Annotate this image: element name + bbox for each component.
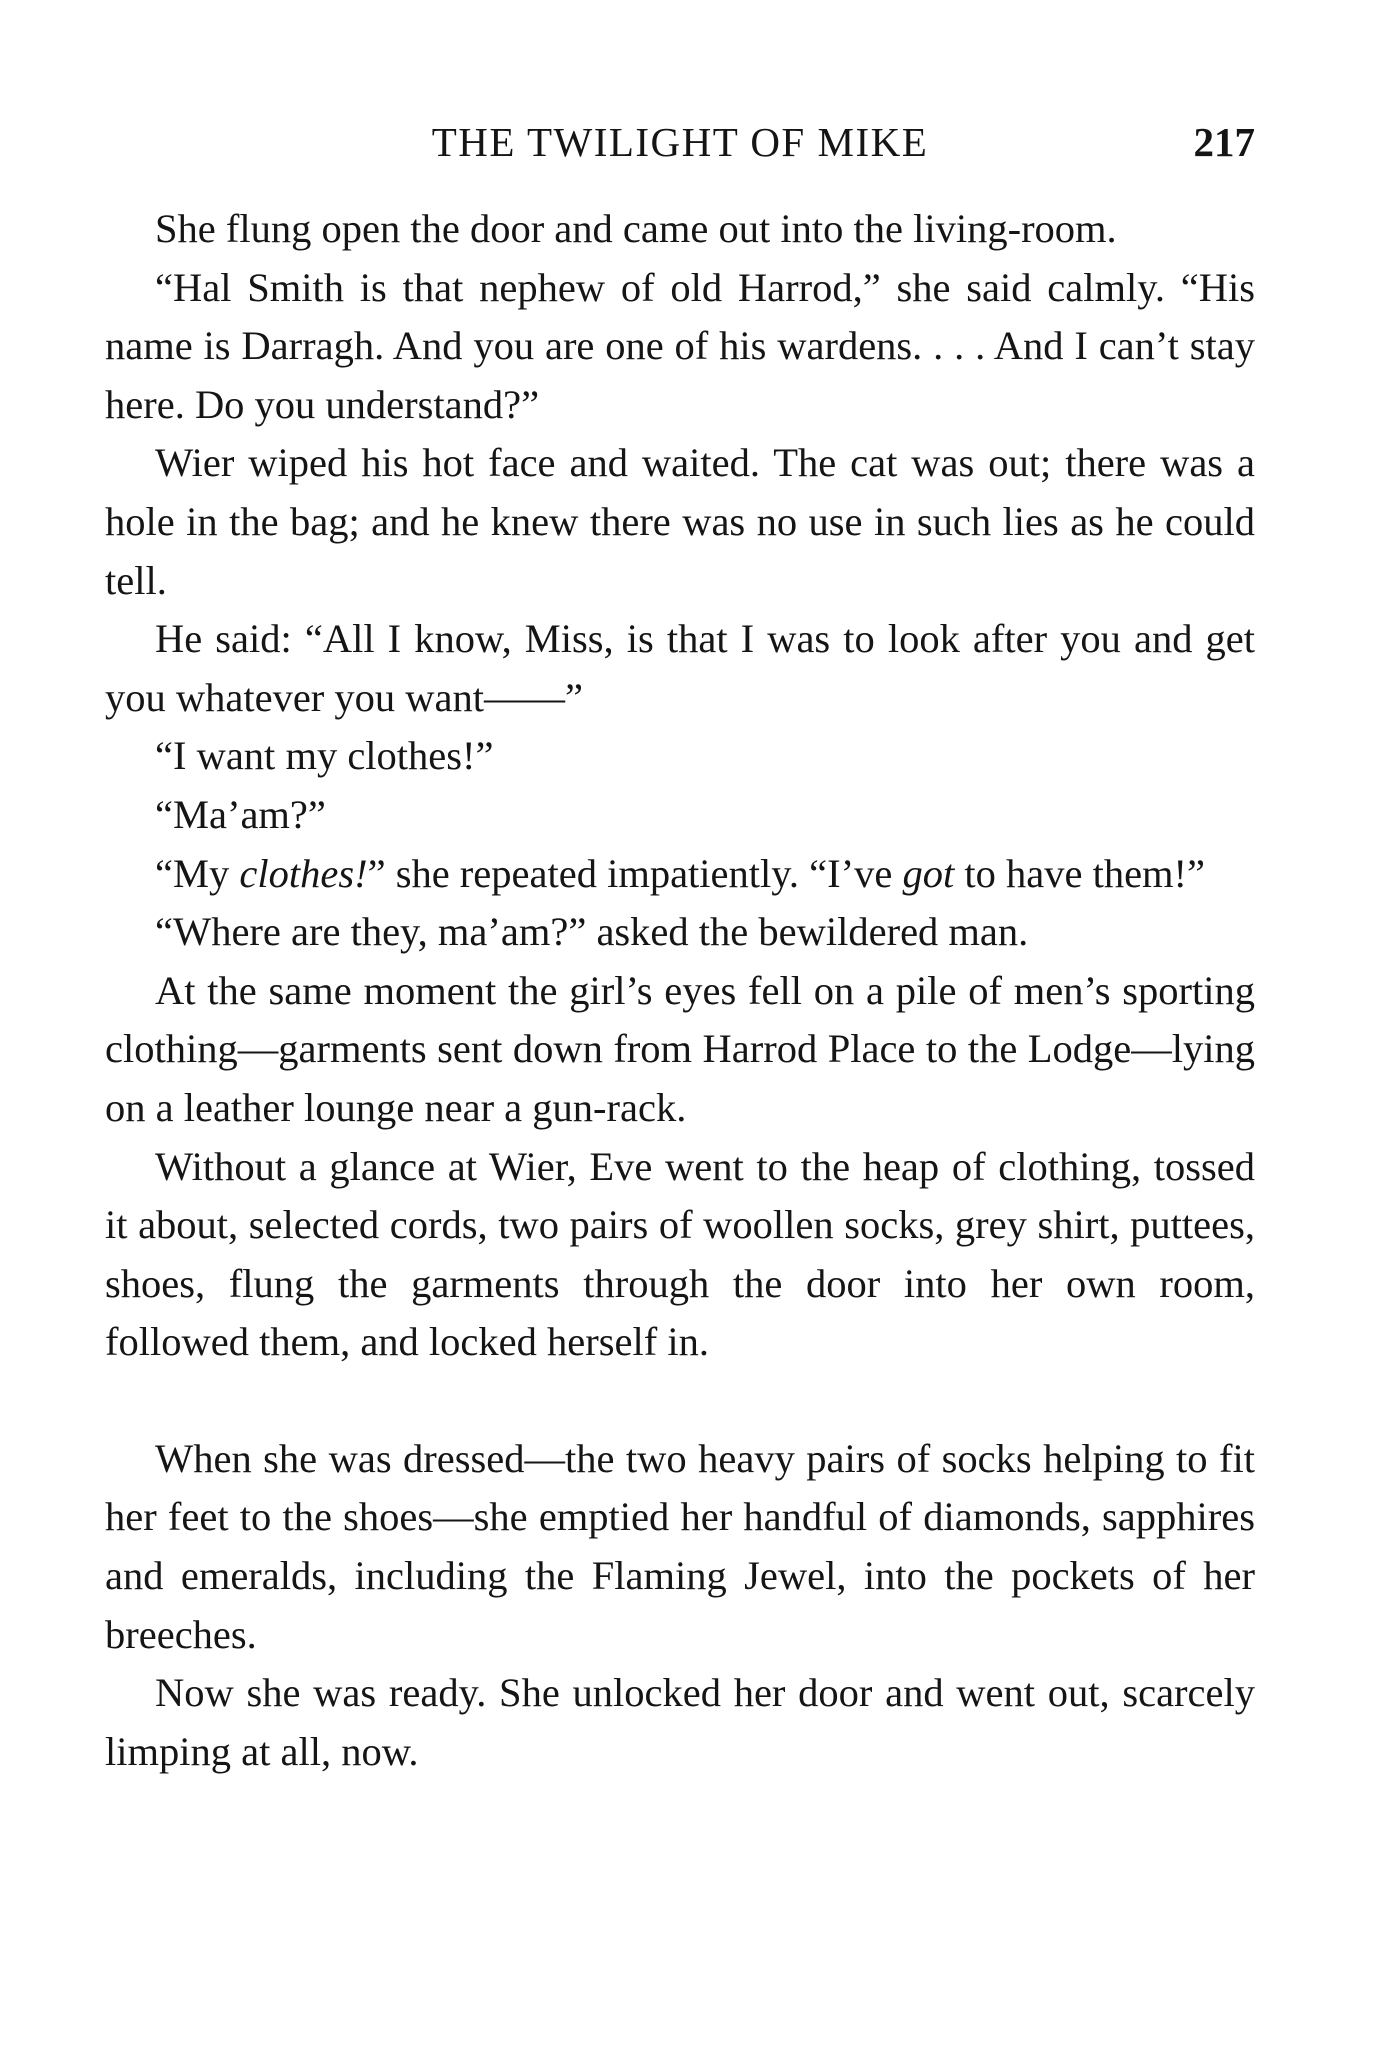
text-run: “My	[155, 850, 240, 896]
italic-text: clothes!	[239, 850, 368, 896]
text-run: to have them!”	[954, 850, 1206, 896]
paragraph	[105, 845, 1255, 904]
paragraph: “Ma’am?”	[155, 791, 326, 837]
paragraph: When she was dressed—the two heavy pairs of socks helping to fit her feet to the shoes—she emptied her handful of diamonds, sapphires and emeralds, including the Flaming Jewel, into the pockets of her breeches.	[105, 1435, 1255, 1657]
page-number: 217	[1193, 119, 1255, 165]
running-title: THE TWILIGHT OF MIKE	[431, 119, 929, 165]
paragraph: “Where are they, ma’am?” asked the bewildered man.	[155, 909, 1029, 955]
paragraph: “Hal Smith is that nephew of old Harrod,” she said calmly. “His name is Darragh. And you are one of his wardens. . . . And I can’t stay here. Do you understand?”	[105, 264, 1255, 427]
paragraph: She flung open the door and came out into the living-room.	[155, 206, 1117, 251]
page-header	[105, 118, 1255, 178]
paragraph: Wier wiped his hot face and waited. The cat was out; there was a hole in the bag; and he knew there was no use in such lies as he could tell.	[105, 440, 1255, 603]
paragraph: He said: “All I know, Miss, is that I was to look after you and get you whatever you want——”	[105, 616, 1255, 720]
paragraph: Now she was ready. She unlocked her door and went out, scarcely limping at all, now.	[105, 1670, 1255, 1774]
paragraph: At the same moment the girl’s eyes fell on a pile of men’s sporting clothing—garments sent down from Harrod Place to the Lodge—lying on a leather lounge near a gun-rack.	[105, 967, 1255, 1130]
paragraph: “I want my clothes!”	[155, 733, 494, 779]
body-text	[105, 200, 1255, 1781]
paragraph: Without a glance at Wier, Eve went to the heap of clothing, tossed it about, selected cords, two pairs of woollen socks, grey shirt, puttees, shoes, flung the garments through the door into her own room, followed them, and locked herself in.	[105, 1143, 1255, 1365]
italic-text: got	[902, 850, 955, 896]
text-run: ” she repeated impatiently. “I’ve	[367, 850, 903, 896]
